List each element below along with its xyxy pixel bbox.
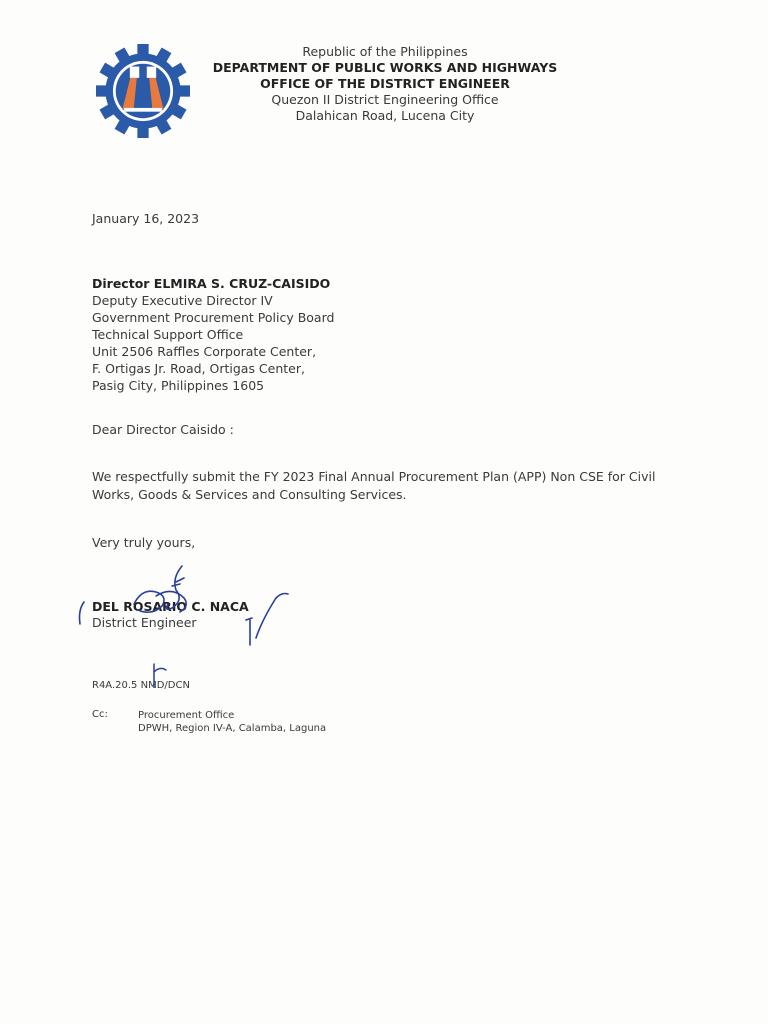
signatory-name: DEL ROSARIO C. NACA (92, 599, 249, 614)
cc-recipients (138, 709, 326, 735)
dpwh-seal-logo (96, 44, 190, 138)
letterhead-republic: Republic of the Philippines (302, 44, 468, 59)
letterhead-address: Dalahican Road, Lucena City (295, 108, 475, 123)
recipient-line: Technical Support Office (92, 327, 244, 342)
letter-date: January 16, 2023 (92, 211, 200, 226)
recipient-line: Government Procurement Policy Board (92, 310, 335, 325)
letterhead-office: OFFICE OF THE DISTRICT ENGINEER (260, 76, 510, 91)
salutation: Dear Director Caisido : (92, 422, 234, 437)
signatory-title: District Engineer (92, 615, 197, 630)
letterhead (190, 44, 580, 124)
letterhead-department: DEPARTMENT OF PUBLIC WORKS AND HIGHWAYS (212, 60, 558, 75)
cc-line: DPWH, Region IV-A, Calamba, Laguna (138, 723, 327, 734)
recipient-block (92, 275, 334, 394)
cc-line: Procurement Office (138, 710, 235, 721)
recipient-line: Pasig City, Philippines 1605 (92, 378, 265, 393)
reference-code: R4A.20.5 NMD/DCN (92, 680, 190, 691)
letter-body: We respectfully submit the FY 2023 Final Annual Procurement Plan (APP) Non CSE for Civil Works, Goods & Services and Consulting Services. (92, 469, 656, 502)
handwritten-initial (146, 660, 176, 688)
letterhead-district-office: Quezon II District Engineering Office (271, 92, 499, 107)
recipient-name: Director ELMIRA S. CRUZ-CAISIDO (92, 276, 331, 291)
recipient-line: Deputy Executive Director IV (92, 293, 273, 308)
recipient-line: Unit 2506 Raffles Corporate Center, (92, 344, 317, 359)
complimentary-close: Very truly yours, (92, 535, 196, 550)
cc-label: Cc: (92, 709, 108, 720)
handwritten-initial-mark (236, 590, 296, 650)
recipient-line: F. Ortigas Jr. Road, Ortigas Center, (92, 361, 305, 376)
